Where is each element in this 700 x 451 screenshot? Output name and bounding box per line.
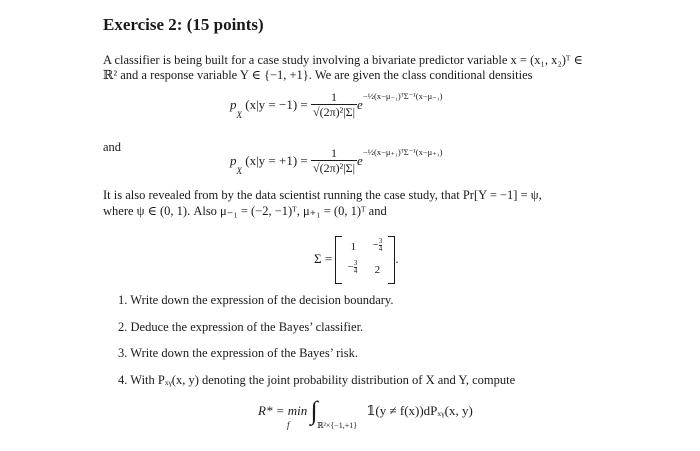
density-neg-numerator: 1 bbox=[331, 90, 338, 104]
density-neg-denominator: √(2π)²|Σ| bbox=[313, 105, 356, 119]
question-1: 1. Write down the expression of the decision boundary. bbox=[118, 293, 394, 307]
integral-domain: ℝ²×{−1,+1} bbox=[316, 420, 358, 430]
density-pos-fraction bbox=[311, 146, 357, 176]
risk-lhs: R* = min bbox=[258, 403, 308, 418]
intro-line-2: ℝ² and a response variable Y ∈ {−1, +1}. We are given the class conditional densities bbox=[103, 68, 533, 82]
matrix-cell-11: 1 bbox=[350, 241, 357, 253]
density-neg-lhs-arg: (x|y = −1) = bbox=[245, 97, 308, 112]
sigma-lhs: Σ = bbox=[314, 251, 333, 266]
question-3: 3. Write down the expression of the Bayes’ risk. bbox=[118, 346, 358, 360]
density-neg-lhs: p bbox=[230, 97, 237, 112]
risk-equation bbox=[258, 398, 473, 430]
density-pos-lhs-sub: X bbox=[236, 165, 242, 176]
question-2: 2. Deduce the expression of the Bayes’ classifier. bbox=[118, 320, 364, 334]
question-4: 4. With Pₓᵧ(x, y) denoting the joint probability distribution of X and Y, compute bbox=[118, 373, 516, 387]
and-text: and bbox=[103, 140, 122, 154]
density-pos-exponent: −½(x−μ₊₁)ᵀΣ⁻¹(x−μ₊₁) bbox=[362, 146, 443, 157]
intro-line-1: A classifier is being built for a case study involving a bivariate predictor variable x = (x₁, x₂)ᵀ ∈ bbox=[103, 53, 583, 67]
matrix-cell-21 bbox=[339, 260, 365, 275]
density-neg-exp-base: e bbox=[357, 97, 363, 112]
matrix-cell-12-num: 3 bbox=[378, 237, 383, 245]
density-pos-lhs: p bbox=[230, 153, 237, 168]
sigma-trailing-period: . bbox=[395, 251, 399, 266]
density-neg-lhs-sub: X bbox=[236, 109, 242, 120]
density-pos-denominator: √(2π)²|Σ| bbox=[313, 161, 356, 175]
sigma-equation bbox=[314, 236, 399, 282]
density-negative-equation bbox=[230, 90, 442, 120]
density-positive-equation bbox=[230, 146, 442, 176]
sigma-matrix bbox=[335, 236, 395, 282]
min-subscript: f bbox=[287, 420, 290, 430]
matrix-cell-12-fraction bbox=[379, 238, 383, 253]
density-pos-numerator: 1 bbox=[331, 146, 338, 160]
matrix-cell-21-num: 3 bbox=[353, 259, 358, 267]
matrix-cell-22: 2 bbox=[374, 264, 381, 276]
matrix-cell-21-den: 4 bbox=[353, 267, 358, 275]
density-pos-lhs-arg: (x|y = +1) = bbox=[245, 153, 308, 168]
matrix-cell-12 bbox=[364, 238, 390, 253]
matrix-cell-21-sign: − bbox=[347, 261, 354, 274]
matrix-cell-21-fraction bbox=[354, 260, 358, 275]
reveal-line-1: It is also revealed from by the data scientist running the case study, that Pr[Y = −1] = ψ, bbox=[103, 188, 542, 202]
reveal-line-2: where ψ ∈ (0, 1). Also μ₋₁ = (−2, −1)ᵀ, μ₊₁ = (0, 1)ᵀ and bbox=[103, 204, 387, 218]
matrix-cell-12-sign: − bbox=[372, 239, 379, 252]
density-neg-fraction bbox=[311, 90, 357, 120]
exercise-title: Exercise 2: (15 points) bbox=[103, 15, 264, 34]
integral-sign: ∫ bbox=[310, 396, 318, 425]
risk-integrand: 𝟙(y ≠ f(x))dPₓᵧ(x, y) bbox=[366, 403, 473, 418]
density-neg-exponent: −½(x−μ₋₁)ᵀΣ⁻¹(x−μ₋₁) bbox=[362, 90, 443, 101]
matrix-cell-12-den: 4 bbox=[378, 245, 383, 253]
density-pos-exp-base: e bbox=[357, 153, 363, 168]
